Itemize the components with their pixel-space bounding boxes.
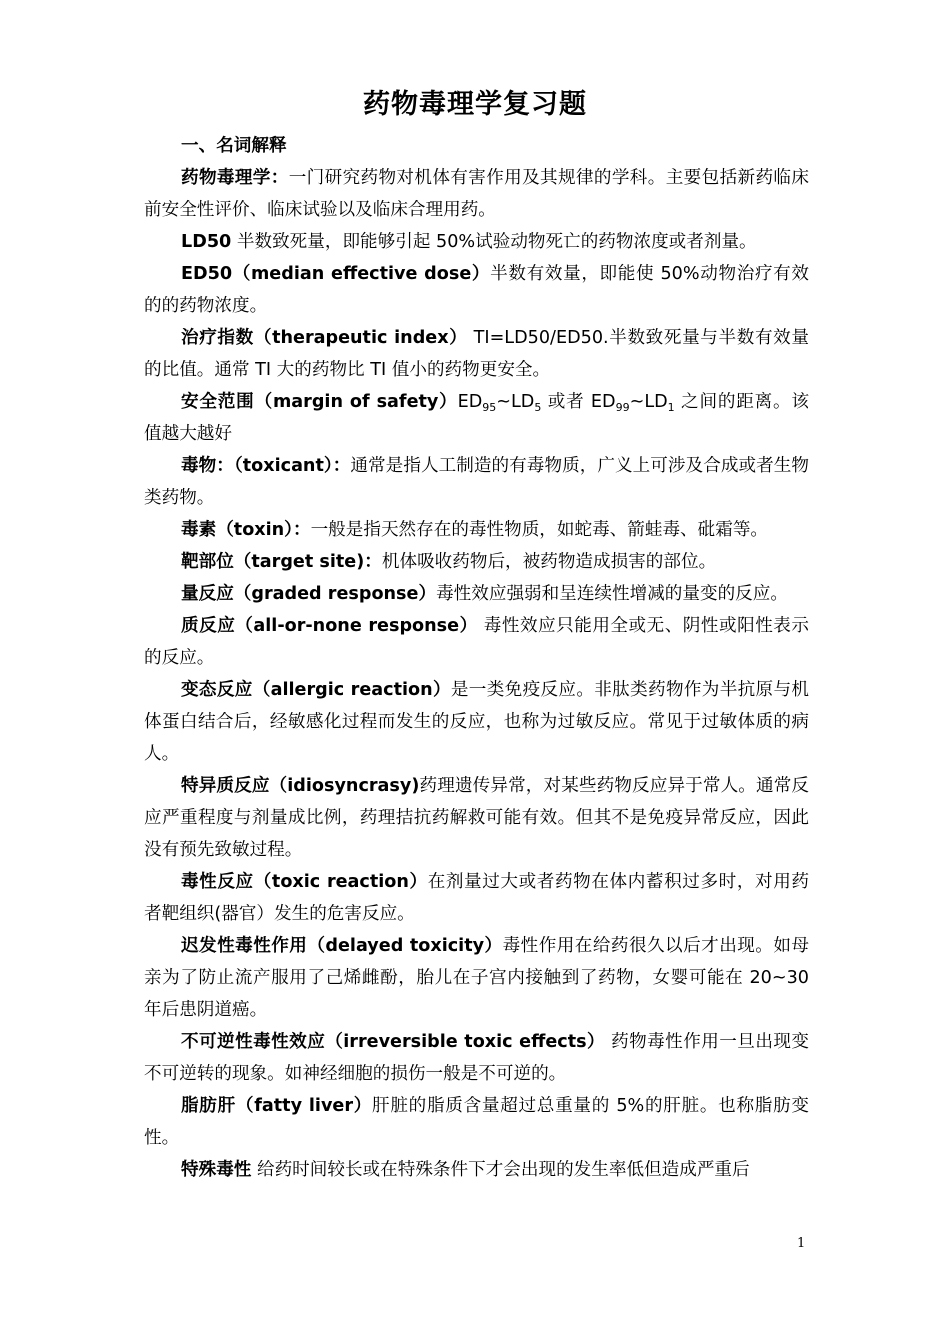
entry-term: 特异质反应（idiosyncrasy) [181, 776, 420, 796]
entry-definition: 毒性效应只能用全或无、阴性或阳性表示的反应。 [144, 616, 809, 668]
entry-term: ED50（median effective dose） [181, 264, 491, 284]
entry-definition: 是一类免疫反应。非肽类药物作为半抗原与机体蛋白结合后，经敏感化过程而发生的反应，也称为过敏反应。常见于过敏体质的病人。 [144, 680, 809, 764]
entry-definition: 半数致死量，即能够引起 50%试验动物死亡的药物浓度或者剂量。 [231, 232, 757, 252]
entry-graded-response [144, 578, 809, 610]
section-heading: 一、名词解释 [181, 136, 287, 156]
subscript: 95 [482, 401, 497, 414]
entry-irreversible-toxic-effects [144, 1026, 809, 1090]
subscript: 99 [615, 401, 630, 414]
entry-definition-part: ~LD [496, 392, 535, 412]
entry-definition: 毒性效应强弱和呈连续性增减的量变的反应。 [436, 584, 788, 604]
subscript: 1 [667, 401, 675, 414]
entry-definition: 给药时间较长或在特殊条件下才会出现的发生率低但造成严重后 [251, 1160, 750, 1180]
entry-toxin [144, 514, 809, 546]
entry-term: 靶部位（target site)： [181, 552, 382, 572]
entry-ed50 [144, 258, 809, 322]
entry-term: 毒性反应（toxic reaction） [181, 872, 428, 892]
subscript: 5 [534, 401, 542, 414]
entry-definition: 药理遗传异常，对某些药物反应异于常人。通常反应严重程度与剂量成比例，药理拮抗药解救可能有效。但其不是免疫异常反应，因此没有预先致敏过程。 [144, 776, 809, 860]
entry-term: LD50 [181, 232, 232, 252]
entry-drug-toxicology [144, 162, 809, 226]
entry-toxic-reaction [144, 866, 809, 930]
entry-toxicant [144, 450, 809, 514]
entry-idiosyncrasy [144, 770, 809, 866]
entry-definition: 毒性作用在给药很久以后才出现。如母亲为了防止流产服用了己烯雌酚，胎儿在子宫内接触到了药物，女婴可能在 20~30 年后患阴道癌。 [144, 936, 809, 1020]
entry-term: 安全范围（margin of safety） [181, 392, 458, 412]
document-title: 药物毒理学复习题 [363, 89, 587, 120]
entry-term: 毒物：（toxicant）： [181, 456, 351, 476]
entry-definition-part: 之间的距离。该值越大越好 [144, 392, 809, 444]
entry-definition: 机体吸收药物后，被药物造成损害的部位。 [381, 552, 717, 572]
entry-definition: 一门研究药物对机体有害作用及其规律的学科。主要包括新药临床前安全性评价、临床试验以及临床合理用药。 [144, 168, 809, 220]
entry-therapeutic-index [144, 322, 809, 386]
entry-margin-of-safety [144, 386, 809, 450]
entry-term: 量反应（graded response） [181, 584, 437, 604]
entry-term: 特殊毒性 [181, 1160, 252, 1180]
page-number: 1 [797, 1236, 806, 1251]
entry-term: 不可逆性毒性效应（irreversible toxic effects） [181, 1032, 606, 1052]
entry-definition-part: ED [457, 392, 483, 412]
entry-definition: TI=LD50/ED50.半数致死量与半数有效量的比值。通常 TI 大的药物比 TI 值小的药物更安全。 [144, 328, 809, 380]
entry-ld50 [144, 226, 809, 258]
entry-term: 脂肪肝（fatty liver） [181, 1096, 373, 1116]
entry-special-toxicity [144, 1154, 809, 1186]
entry-term: 药物毒理学： [181, 168, 289, 188]
entry-all-or-none-response [144, 610, 809, 674]
entry-definition: 通常是指人工制造的有毒物质，广义上可涉及合成或者生物类药物。 [144, 456, 809, 508]
entry-target-site [144, 546, 809, 578]
entry-definition: 肝脏的脂质含量超过总重量的 5%的肝脏。也称脂肪变性。 [144, 1096, 809, 1148]
entry-term: 迟发性毒性作用（delayed toxicity） [181, 936, 503, 956]
entry-term: 质反应（all-or-none response） [181, 616, 478, 636]
entry-definition: 药物毒性作用一旦出现变不可逆转的现象。如神经细胞的损伤一般是不可逆的。 [144, 1032, 809, 1084]
entry-fatty-liver [144, 1090, 809, 1154]
entry-allergic-reaction [144, 674, 809, 770]
entry-definition: 在剂量过大或者药物在体内蓄积过多时，对用药者靶组织(器官）发生的危害反应。 [144, 872, 809, 924]
entry-definition: 一般是指天然存在的毒性物质，如蛇毒、箭蛙毒、砒霜等。 [310, 520, 769, 540]
entry-definition-part: ~LD [629, 392, 668, 412]
entry-term: 毒素（toxin）： [181, 520, 311, 540]
document-body [144, 130, 809, 1186]
entry-definition-part: 或者 ED [541, 392, 616, 412]
entry-term: 变态反应（allergic reaction） [181, 680, 451, 700]
entry-definition: 半数有效量，即能使 50%动物治疗有效的的药物浓度。 [144, 264, 810, 316]
entry-delayed-toxicity [144, 930, 809, 1026]
entry-term: 治疗指数（therapeutic index） [181, 328, 468, 348]
